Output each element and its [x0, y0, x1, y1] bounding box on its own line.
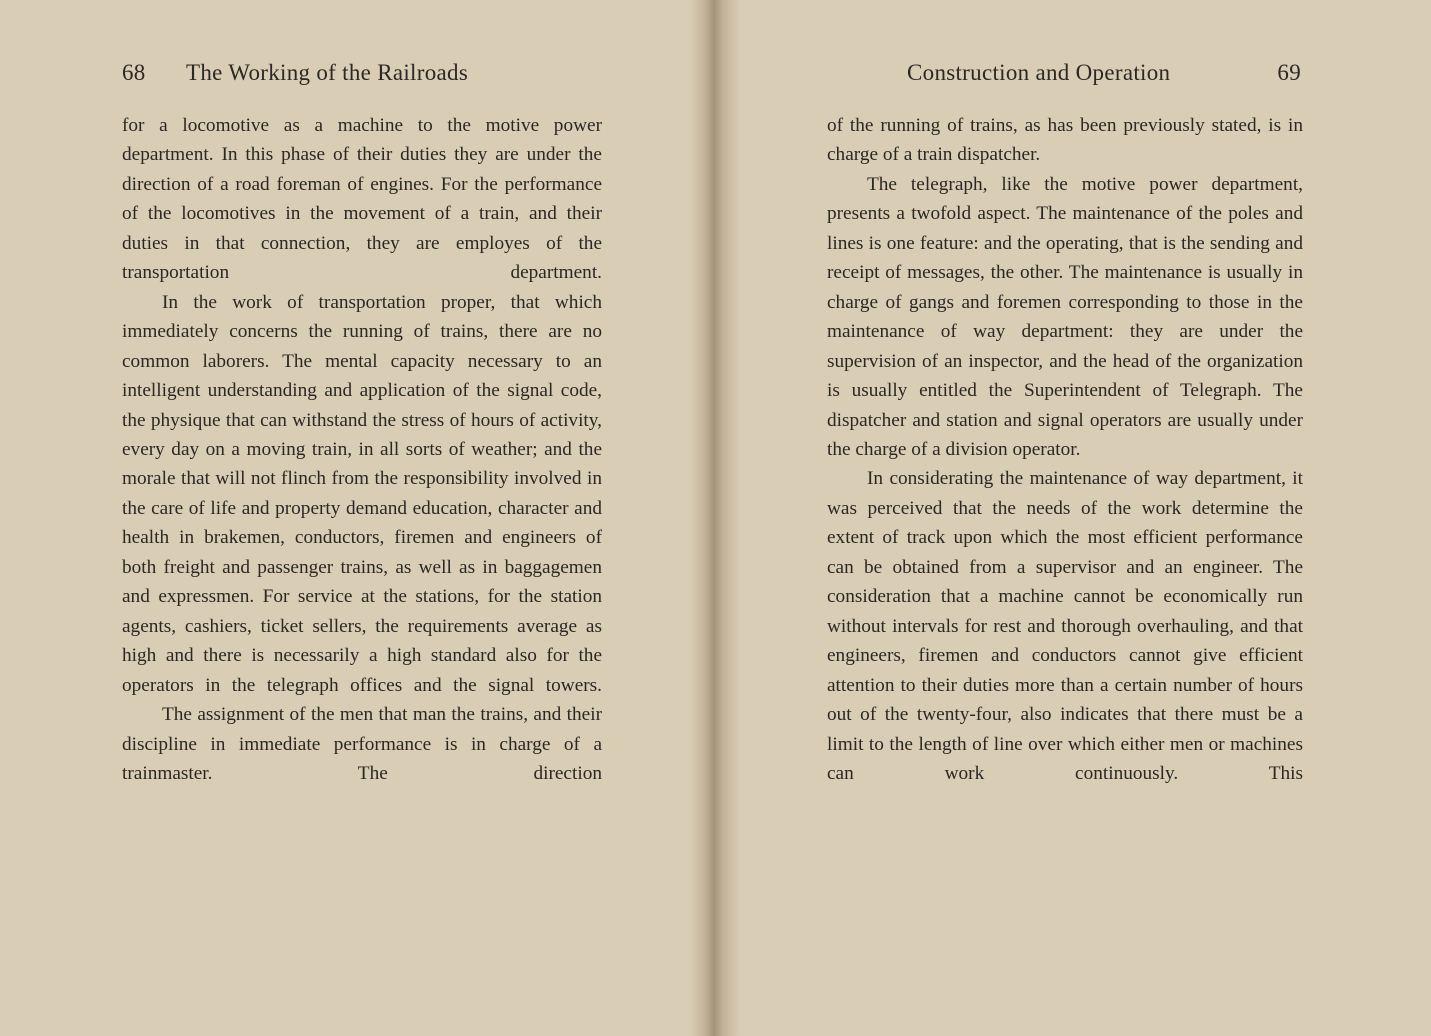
- right-page-header: [827, 60, 1303, 92]
- paragraph: In the work of transportation proper, that which immediately concerns the running of trains, there are no common laborers. The mental capacity necessary to an intelligent understanding and application of the signal code, the physique that can withstand the stress of hours of activity, every day on a moving train, in all sorts of weather; and the morale that will not flinch from the responsibility involved in the care of life and property demand education, character and health in brakemen, conductors, firemen and engineers of both freight and passenger trains, as well as in baggagemen and expressmen. For service at the stations, for the station agents, cashiers, ticket sellers, the requirements average as high and there is necessarily a high standard also for the operators in the telegraph offices and the signal towers.: [122, 291, 602, 696]
- left-page-body: [122, 111, 602, 788]
- paragraph: In considerating the maintenance of way department, it was perceived that the needs of the work determine the extent of track upon which the most efficient performance can be obtained from a supervisor and an engineer. The consideration that a machine cannot be economically run without intervals for rest and thorough overhauling, and that engineers, firemen and conductors cannot give efficient attention to their duties more than a certain number of hours out of the twenty-four, also indicates that there must be a limit to the length of line over which either men or machines can work continuously. This: [827, 468, 1303, 784]
- paragraph: of the running of trains, as has been previously stated, is in charge of a train dispatcher.: [827, 115, 1303, 166]
- paragraph: The telegraph, like the motive power department, presents a twofold aspect. The maintenance of the poles and lines is one feature: and the operating, that is the sending and receipt of messages, the other. The maintenance is usually in charge of gangs and foremen corresponding to those in the maintenance of way department: they are under the supervision of an inspector, and the head of the organization is usually entitled the Superintendent of Telegraph. The dispatcher and station and signal operators are usually under the charge of a division operator.: [827, 173, 1303, 460]
- paragraph: for a locomotive as a machine to the motive power department. In this phase of their duties they are under the direction of a road foreman of engines. For the performance of the locomotives in the movement of a train, and their duties in that connection, they are employes of the transportation department.: [122, 115, 602, 284]
- right-page-number: 69: [1277, 60, 1301, 85]
- right-running-head: Construction and Operation: [907, 60, 1171, 85]
- left-running-head: The Working of the Railroads: [186, 60, 469, 85]
- right-page-body: [827, 111, 1303, 788]
- book-gutter: [690, 0, 740, 1036]
- left-page-header: [122, 60, 602, 92]
- left-page-number: 68: [122, 60, 146, 85]
- paragraph: The assignment of the men that man the trains, and their discipline in immediate performance is in charge of a trainmaster. The direction: [122, 704, 602, 784]
